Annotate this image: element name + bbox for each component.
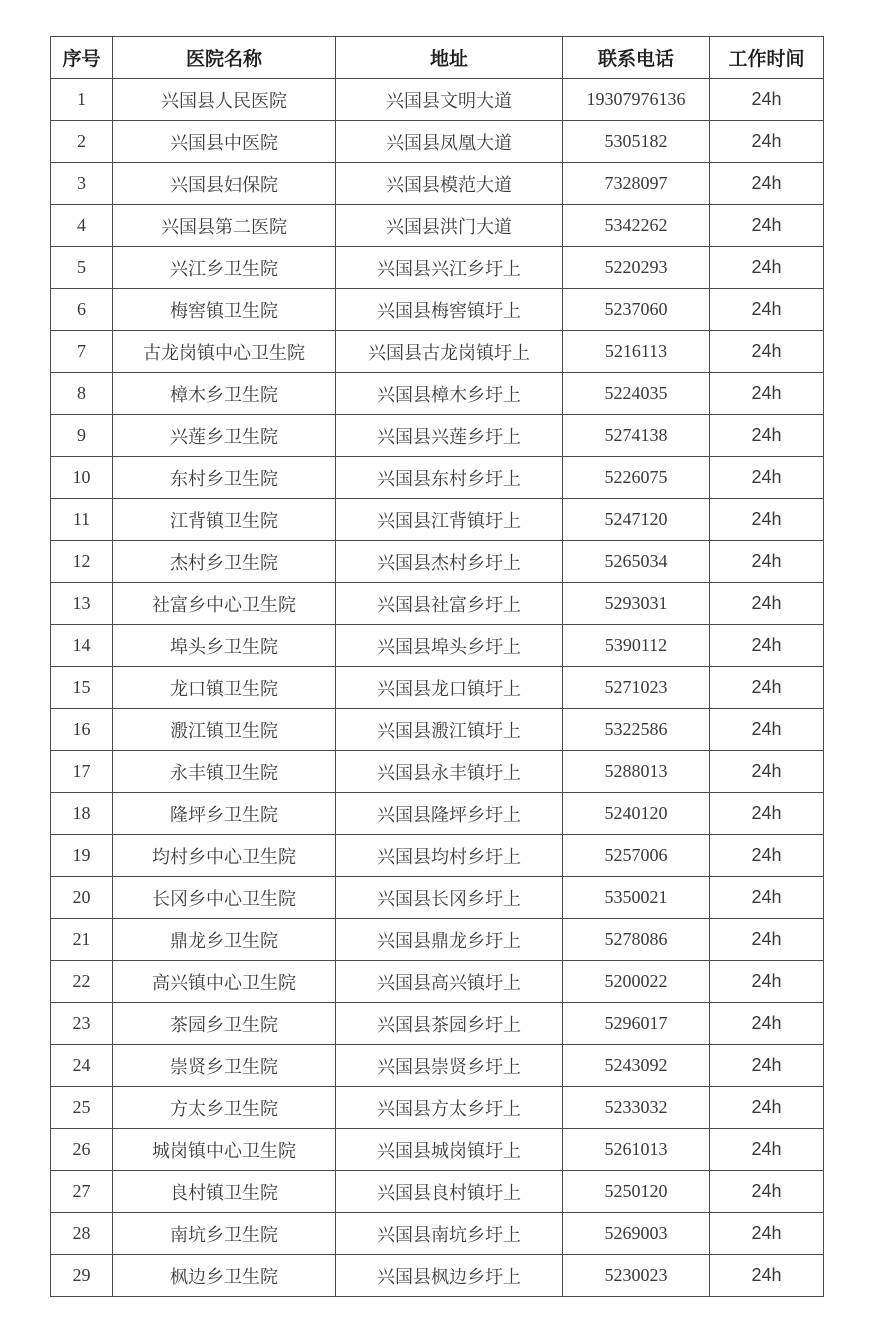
- hospital-name: 城岗镇中心卫生院: [113, 1129, 336, 1171]
- working-hours: 24h: [710, 919, 824, 961]
- working-hours: 24h: [710, 331, 824, 373]
- hospital-address: 兴国县洪门大道: [336, 205, 563, 247]
- row-number: 23: [51, 1003, 113, 1045]
- hospital-name: 社富乡中心卫生院: [113, 583, 336, 625]
- table-row: [51, 1171, 824, 1213]
- table-row: [51, 709, 824, 751]
- table-row: [51, 331, 824, 373]
- hospital-name: 杰村乡卫生院: [113, 541, 336, 583]
- hospital-address: 兴国县社富乡圩上: [336, 583, 563, 625]
- working-hours: 24h: [710, 247, 824, 289]
- hospital-phone: 5226075: [563, 457, 710, 499]
- hospital-address: 兴国县龙口镇圩上: [336, 667, 563, 709]
- hospital-address: 兴国县东村乡圩上: [336, 457, 563, 499]
- column-header-phone: 联系电话: [563, 37, 710, 79]
- hospital-phone: 5288013: [563, 751, 710, 793]
- hospital-address: 兴国县方太乡圩上: [336, 1087, 563, 1129]
- row-number: 10: [51, 457, 113, 499]
- table-row: [51, 625, 824, 667]
- working-hours: 24h: [710, 205, 824, 247]
- hospital-table: [50, 36, 824, 1297]
- table-row: [51, 79, 824, 121]
- working-hours: 24h: [710, 835, 824, 877]
- row-number: 6: [51, 289, 113, 331]
- hospital-name: 永丰镇卫生院: [113, 751, 336, 793]
- hospital-address: 兴国县梅窖镇圩上: [336, 289, 563, 331]
- row-number: 16: [51, 709, 113, 751]
- hospital-address: 兴国县南坑乡圩上: [336, 1213, 563, 1255]
- row-number: 3: [51, 163, 113, 205]
- hospital-name: 鼎龙乡卫生院: [113, 919, 336, 961]
- working-hours: 24h: [710, 415, 824, 457]
- hospital-phone: 5224035: [563, 373, 710, 415]
- hospital-address: 兴国县永丰镇圩上: [336, 751, 563, 793]
- table-row: [51, 1003, 824, 1045]
- hospital-name: 龙口镇卫生院: [113, 667, 336, 709]
- table-row: [51, 121, 824, 163]
- hospital-phone: 5278086: [563, 919, 710, 961]
- hospital-phone: 5233032: [563, 1087, 710, 1129]
- working-hours: 24h: [710, 1003, 824, 1045]
- hospital-phone: 5257006: [563, 835, 710, 877]
- working-hours: 24h: [710, 793, 824, 835]
- hospital-table-container: [50, 36, 823, 1297]
- hospital-name: 高兴镇中心卫生院: [113, 961, 336, 1003]
- row-number: 19: [51, 835, 113, 877]
- hospital-phone: 5230023: [563, 1255, 710, 1297]
- table-row: [51, 1255, 824, 1297]
- hospital-address: 兴国县高兴镇圩上: [336, 961, 563, 1003]
- row-number: 9: [51, 415, 113, 457]
- row-number: 29: [51, 1255, 113, 1297]
- row-number: 7: [51, 331, 113, 373]
- working-hours: 24h: [710, 121, 824, 163]
- table-row: [51, 1129, 824, 1171]
- table-row: [51, 1213, 824, 1255]
- working-hours: 24h: [710, 625, 824, 667]
- row-number: 20: [51, 877, 113, 919]
- hospital-phone: 5271023: [563, 667, 710, 709]
- table-row: [51, 1045, 824, 1087]
- row-number: 12: [51, 541, 113, 583]
- row-number: 13: [51, 583, 113, 625]
- hospital-phone: 5265034: [563, 541, 710, 583]
- table-row: [51, 541, 824, 583]
- table-row: [51, 919, 824, 961]
- hospital-name: 枫边乡卫生院: [113, 1255, 336, 1297]
- row-number: 27: [51, 1171, 113, 1213]
- column-header-address: 地址: [336, 37, 563, 79]
- working-hours: 24h: [710, 877, 824, 919]
- working-hours: 24h: [710, 667, 824, 709]
- table-row: [51, 415, 824, 457]
- hospital-name: 隆坪乡卫生院: [113, 793, 336, 835]
- row-number: 25: [51, 1087, 113, 1129]
- hospital-name: 南坑乡卫生院: [113, 1213, 336, 1255]
- table-row: [51, 457, 824, 499]
- hospital-address: 兴国县崇贤乡圩上: [336, 1045, 563, 1087]
- column-header-hospital-name: 医院名称: [113, 37, 336, 79]
- hospital-name: 兴国县人民医院: [113, 79, 336, 121]
- hospital-phone: 5243092: [563, 1045, 710, 1087]
- working-hours: 24h: [710, 373, 824, 415]
- hospital-phone: 5240120: [563, 793, 710, 835]
- hospital-address: 兴国县古龙岗镇圩上: [336, 331, 563, 373]
- table-row: [51, 289, 824, 331]
- hospital-name: 方太乡卫生院: [113, 1087, 336, 1129]
- hospital-phone: 5296017: [563, 1003, 710, 1045]
- hospital-name: 兴国县中医院: [113, 121, 336, 163]
- hospital-address: 兴国县鼎龙乡圩上: [336, 919, 563, 961]
- row-number: 2: [51, 121, 113, 163]
- hospital-address: 兴国县樟木乡圩上: [336, 373, 563, 415]
- table-row: [51, 373, 824, 415]
- table-row: [51, 877, 824, 919]
- hospital-address: 兴国县埠头乡圩上: [336, 625, 563, 667]
- hospital-phone: 5200022: [563, 961, 710, 1003]
- hospital-phone: 5350021: [563, 877, 710, 919]
- row-number: 28: [51, 1213, 113, 1255]
- hospital-name: 良村镇卫生院: [113, 1171, 336, 1213]
- hospital-address: 兴国县文明大道: [336, 79, 563, 121]
- working-hours: 24h: [710, 1129, 824, 1171]
- working-hours: 24h: [710, 1213, 824, 1255]
- row-number: 17: [51, 751, 113, 793]
- table-row: [51, 499, 824, 541]
- hospital-address: 兴国县杰村乡圩上: [336, 541, 563, 583]
- working-hours: 24h: [710, 1171, 824, 1213]
- row-number: 18: [51, 793, 113, 835]
- hospital-name: 江背镇卫生院: [113, 499, 336, 541]
- table-row: [51, 667, 824, 709]
- hospital-phone: 5220293: [563, 247, 710, 289]
- hospital-name: 兴国县第二医院: [113, 205, 336, 247]
- hospital-address: 兴国县模范大道: [336, 163, 563, 205]
- hospital-address: 兴国县长冈乡圩上: [336, 877, 563, 919]
- hospital-name: 茶园乡卫生院: [113, 1003, 336, 1045]
- table-body: [51, 79, 824, 1297]
- row-number: 24: [51, 1045, 113, 1087]
- hospital-name: 崇贤乡卫生院: [113, 1045, 336, 1087]
- hospital-phone: 5247120: [563, 499, 710, 541]
- table-row: [51, 163, 824, 205]
- row-number: 8: [51, 373, 113, 415]
- working-hours: 24h: [710, 751, 824, 793]
- hospital-phone: 5216113: [563, 331, 710, 373]
- row-number: 22: [51, 961, 113, 1003]
- table-row: [51, 205, 824, 247]
- row-number: 14: [51, 625, 113, 667]
- hospital-name: 长冈乡中心卫生院: [113, 877, 336, 919]
- hospital-name: 东村乡卫生院: [113, 457, 336, 499]
- hospital-phone: 5305182: [563, 121, 710, 163]
- working-hours: 24h: [710, 289, 824, 331]
- working-hours: 24h: [710, 541, 824, 583]
- row-number: 5: [51, 247, 113, 289]
- hospital-phone: 5342262: [563, 205, 710, 247]
- working-hours: 24h: [710, 1087, 824, 1129]
- working-hours: 24h: [710, 499, 824, 541]
- hospital-phone: 5269003: [563, 1213, 710, 1255]
- hospital-address: 兴国县良村镇圩上: [336, 1171, 563, 1213]
- table-header: [51, 37, 824, 79]
- row-number: 11: [51, 499, 113, 541]
- working-hours: 24h: [710, 1255, 824, 1297]
- hospital-phone: 19307976136: [563, 79, 710, 121]
- row-number: 26: [51, 1129, 113, 1171]
- row-number: 15: [51, 667, 113, 709]
- column-header-number: 序号: [51, 37, 113, 79]
- hospital-name: 兴江乡卫生院: [113, 247, 336, 289]
- hospital-address: 兴国县枫边乡圩上: [336, 1255, 563, 1297]
- hospital-address: 兴国县兴莲乡圩上: [336, 415, 563, 457]
- hospital-name: 均村乡中心卫生院: [113, 835, 336, 877]
- header-row: [51, 37, 824, 79]
- hospital-phone: 5237060: [563, 289, 710, 331]
- table-row: [51, 835, 824, 877]
- hospital-address: 兴国县城岗镇圩上: [336, 1129, 563, 1171]
- table-row: [51, 961, 824, 1003]
- working-hours: 24h: [710, 79, 824, 121]
- working-hours: 24h: [710, 961, 824, 1003]
- row-number: 1: [51, 79, 113, 121]
- table-row: [51, 1087, 824, 1129]
- working-hours: 24h: [710, 583, 824, 625]
- hospital-phone: 5322586: [563, 709, 710, 751]
- hospital-name: 古龙岗镇中心卫生院: [113, 331, 336, 373]
- working-hours: 24h: [710, 163, 824, 205]
- hospital-address: 兴国县凤凰大道: [336, 121, 563, 163]
- hospital-name: 樟木乡卫生院: [113, 373, 336, 415]
- hospital-name: 溵江镇卫生院: [113, 709, 336, 751]
- hospital-name: 埠头乡卫生院: [113, 625, 336, 667]
- table-row: [51, 583, 824, 625]
- hospital-name: 梅窖镇卫生院: [113, 289, 336, 331]
- hospital-phone: 5250120: [563, 1171, 710, 1213]
- hospital-address: 兴国县茶园乡圩上: [336, 1003, 563, 1045]
- hospital-phone: 7328097: [563, 163, 710, 205]
- hospital-phone: 5261013: [563, 1129, 710, 1171]
- hospital-phone: 5274138: [563, 415, 710, 457]
- row-number: 4: [51, 205, 113, 247]
- hospital-address: 兴国县江背镇圩上: [336, 499, 563, 541]
- hospital-address: 兴国县均村乡圩上: [336, 835, 563, 877]
- hospital-phone: 5293031: [563, 583, 710, 625]
- working-hours: 24h: [710, 457, 824, 499]
- working-hours: 24h: [710, 709, 824, 751]
- row-number: 21: [51, 919, 113, 961]
- hospital-address: 兴国县隆坪乡圩上: [336, 793, 563, 835]
- hospital-name: 兴国县妇保院: [113, 163, 336, 205]
- hospital-address: 兴国县溵江镇圩上: [336, 709, 563, 751]
- table-row: [51, 793, 824, 835]
- hospital-address: 兴国县兴江乡圩上: [336, 247, 563, 289]
- table-row: [51, 247, 824, 289]
- working-hours: 24h: [710, 1045, 824, 1087]
- hospital-phone: 5390112: [563, 625, 710, 667]
- table-row: [51, 751, 824, 793]
- hospital-name: 兴莲乡卫生院: [113, 415, 336, 457]
- column-header-working-hours: 工作时间: [710, 37, 824, 79]
